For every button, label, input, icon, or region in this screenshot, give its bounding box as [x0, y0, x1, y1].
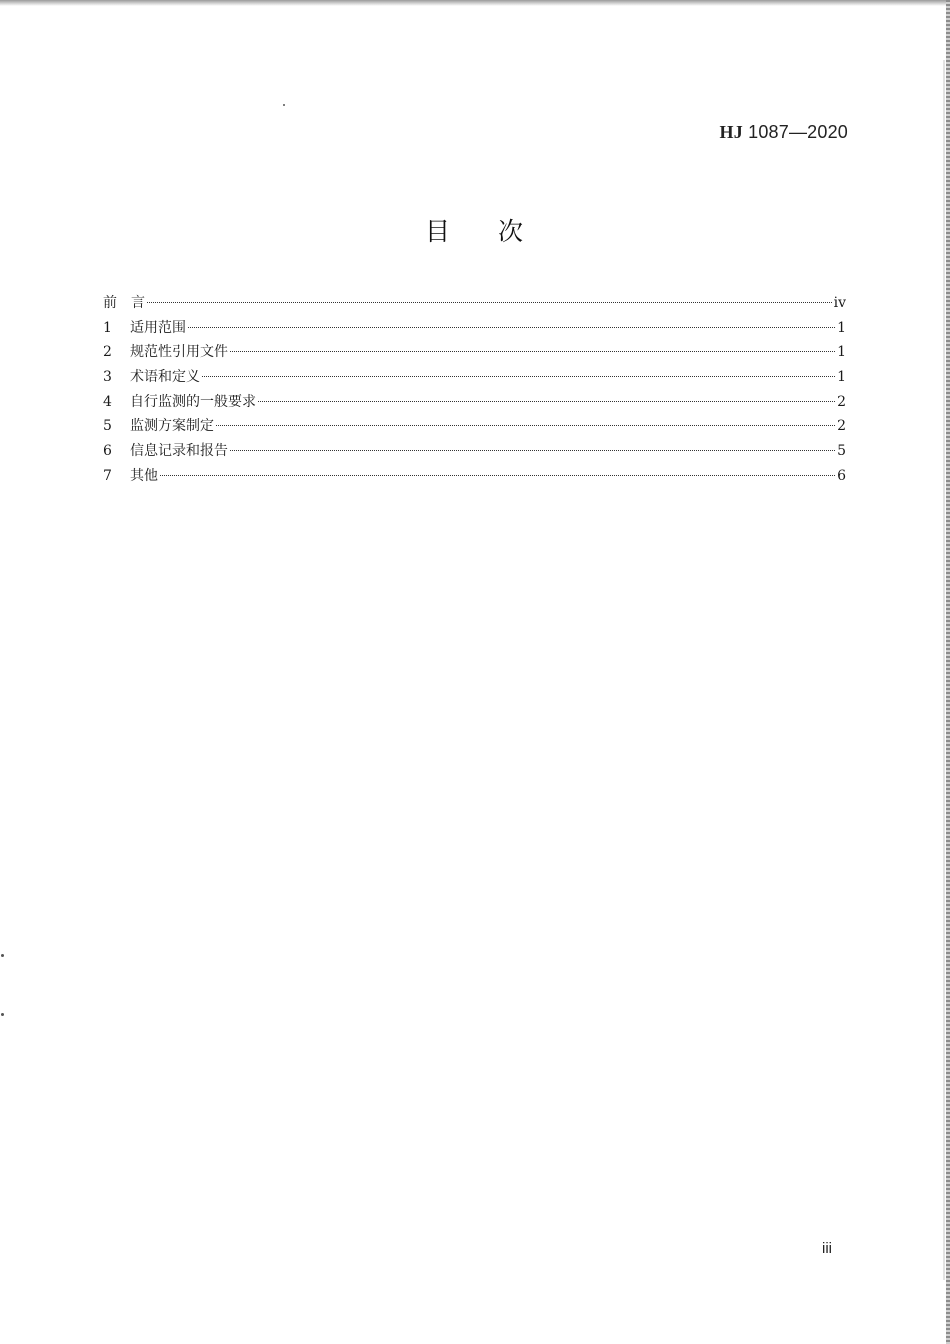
- toc-item-label: 前 言: [103, 295, 145, 311]
- toc-item-label: 信息记录和报告: [130, 443, 228, 460]
- toc-item-page: 1: [837, 319, 846, 336]
- document-code: [720, 122, 849, 143]
- toc-item-number: 1: [103, 319, 112, 336]
- toc-item-label: 监测方案制定: [130, 418, 214, 435]
- toc-item[interactable]: [103, 464, 846, 489]
- scan-edge-right: [946, 0, 950, 1344]
- toc-item-number: 7: [103, 467, 112, 484]
- toc-item[interactable]: [103, 439, 846, 464]
- toc-item-label: 术语和定义: [130, 369, 200, 386]
- scan-edge-top: [0, 0, 950, 6]
- toc-item-page: 6: [837, 467, 846, 484]
- scan-speck: [1, 954, 4, 957]
- toc-list: [103, 291, 846, 489]
- toc-title-char-1: 目: [424, 217, 452, 246]
- toc-item[interactable]: [103, 365, 846, 390]
- toc-leader-dots: [230, 351, 835, 352]
- toc-item[interactable]: [103, 414, 846, 439]
- toc-item-page: 1: [837, 344, 846, 361]
- toc-leader-dots: [160, 475, 835, 476]
- toc-item-number: 4: [103, 393, 112, 410]
- toc-item-label: 自行监测的一般要求: [130, 393, 256, 410]
- toc-item[interactable]: [103, 390, 846, 415]
- toc-item-page: 5: [837, 443, 846, 460]
- toc-item-page: 2: [837, 418, 846, 435]
- toc-leader-dots: [188, 327, 835, 328]
- toc-leader-dots: [230, 450, 835, 451]
- toc-item-number: 5: [103, 418, 112, 435]
- document-code-number: 1087—2020: [748, 122, 848, 142]
- toc-item-page: iv: [833, 295, 846, 311]
- toc-item-page: 2: [837, 393, 846, 410]
- toc-leader-dots: [147, 302, 832, 303]
- toc-item-label: 其他: [130, 467, 158, 484]
- toc-title: [0, 212, 950, 248]
- toc-item-front[interactable]: [103, 291, 846, 316]
- toc-item-label: 规范性引用文件: [130, 344, 228, 361]
- scan-speck: [1, 1013, 4, 1016]
- toc-item[interactable]: [103, 316, 846, 341]
- toc-leader-dots: [202, 376, 835, 377]
- toc-leader-dots: [216, 425, 835, 426]
- toc-item-number: 2: [103, 344, 112, 361]
- toc-title-char-2: 次: [498, 217, 526, 246]
- toc-item-page: 1: [837, 369, 846, 386]
- scan-speck: [283, 104, 285, 106]
- toc-item-number: 6: [103, 443, 112, 460]
- toc-item-label: 适用范围: [130, 319, 186, 336]
- toc-item[interactable]: [103, 340, 846, 365]
- document-code-prefix: HJ: [719, 122, 743, 142]
- toc-leader-dots: [258, 401, 835, 402]
- toc-item-number: 3: [103, 369, 112, 386]
- page-number: iii: [822, 1240, 832, 1257]
